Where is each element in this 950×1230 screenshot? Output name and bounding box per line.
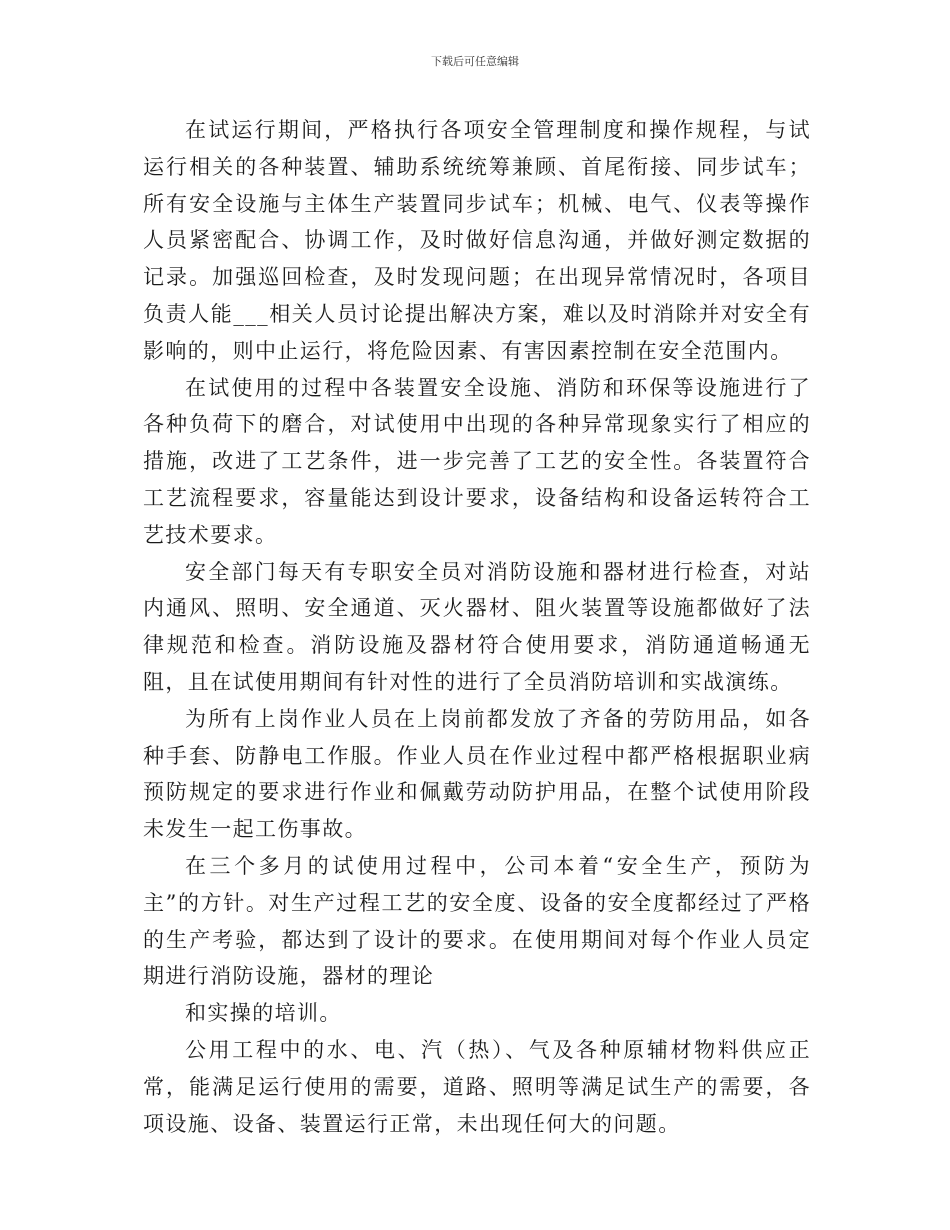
paragraph-trial-operation: 在试运行期间，严格执行各项安全管理制度和操作规程，与试运行相关的各种装置、辅助系统统筹兼顾、首尾衔接、同步试车；所有安全设施与主体生产装置同步试车；机械、电气、仪表等操作人员紧密配合、协调工作，及时做好信息沟通，并做好测定数据的记录。加强巡回检查，及时发现问题；在出现异常情况时，各项目负责人能___相关人员讨论提出解决方案，难以及时消除并对安全有影响的，则中止运行，将危险因素、有害因素控制在安全范围内。 — [143, 118, 811, 363]
paragraph-protective-equipment: 为所有上岗作业人员在上岗前都发放了齐备的劳防用品，如各种手套、防静电工作服。作业人员在作业过程中都严格根据职业病预防规定的要求进行作业和佩戴劳动防护用品，在整个试使用阶段未发生一起工伤事故。 — [143, 706, 811, 842]
paragraph-equipment-breakin: 在试使用的过程中各装置安全设施、消防和环保等设施进行了各种负荷下的磨合，对试使用中出现的各种异常现象实行了相应的措施，改进了工艺条件，进一步完善了工艺的安全性。各装置符合工艺流程要求，容量能达到设计要求，设备结构和设备运转符合工艺技术要求。 — [143, 375, 811, 547]
page-header: 下载后可任意编辑 — [431, 55, 519, 68]
paragraph-training-continuation: 和实操的培训。 — [185, 1001, 342, 1026]
paragraph-safety-policy: 在三个多月的试使用过程中，公司本着“安全生产，预防为主”的方针。对生产过程工艺的安全度、设备的安全度都经过了严格的生产考验，都达到了设计的要求。在使用期间对每个作业人员定期进行消防设施，器材的理论 — [143, 853, 811, 989]
paragraph-fire-inspection: 安全部门每天有专职安全员对消防设施和器材进行检查，对站内通风、照明、安全通道、灭火器材、阻火装置等设施都做好了法律规范和检查。消防设施及器材符合使用要求，消防通道畅通无阻，且在试使用期间有针对性的进行了全员消防培训和实战演练。 — [143, 559, 811, 694]
paragraph-utilities: 公用工程中的水、电、汽（热）、气及各种原辅材物料供应正常，能满足运行使用的需要，道路、照明等满足试生产的需要，各项设施、设备、装置运行正常，未出现任何大的问题。 — [143, 1037, 811, 1136]
document-body — [143, 112, 811, 1142]
